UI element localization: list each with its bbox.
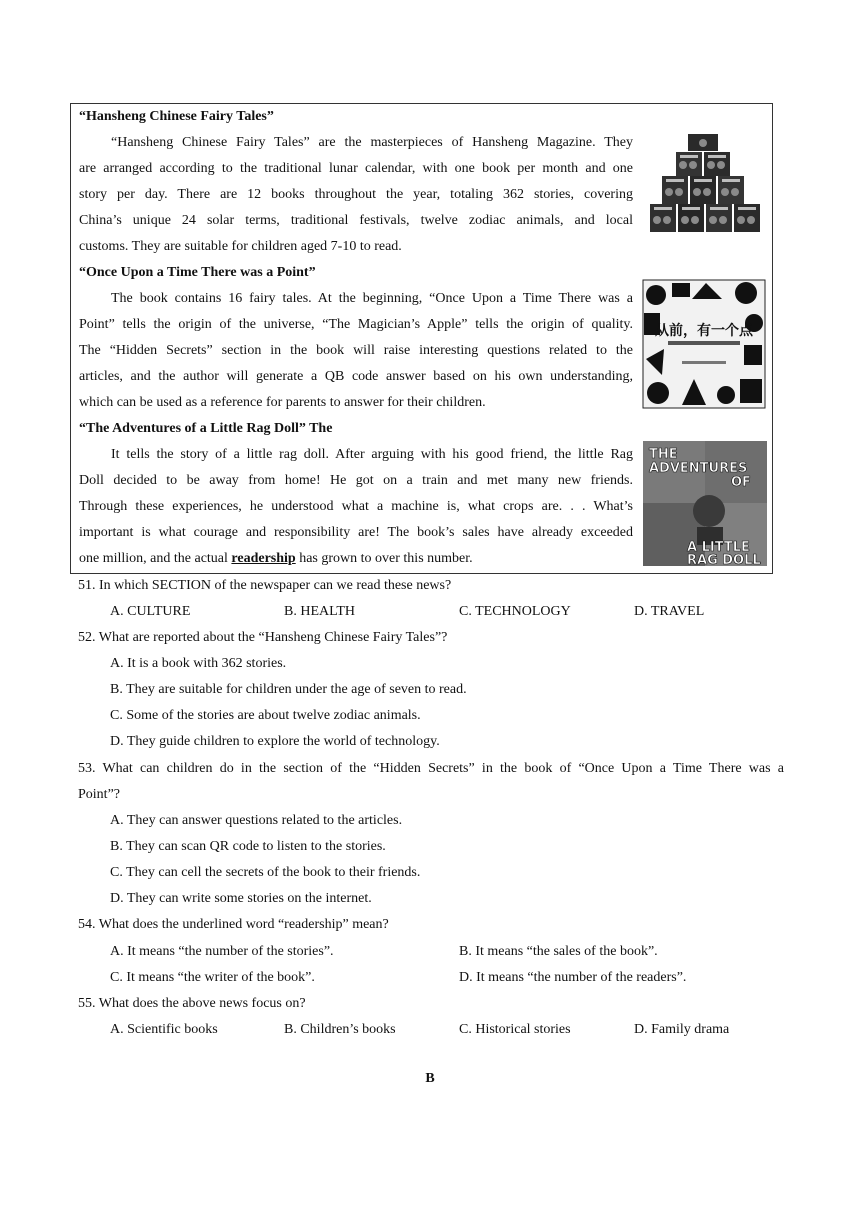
passage-line: It tells the story of a little rag doll. After arguing with his good friend, the little Rag — [111, 447, 633, 462]
answer-option: D. They guide children to explore the world of technology. — [110, 734, 440, 749]
cover-title-line: RAG DOLL — [687, 553, 761, 566]
passage-line: articles, and the author will generate a QB code answer based on his own understanding, — [79, 369, 633, 384]
cover-title: 从前，有一个点 — [655, 323, 753, 339]
answer-option: B. HEALTH — [284, 604, 356, 619]
article-title: “The Adventures of a Little Rag Doll” The — [79, 421, 333, 436]
answer-option: B. It means “the sales of the book”. — [459, 944, 658, 959]
point-book-cover-image — [642, 279, 766, 409]
passage-line: which can be used as a reference for parents to answer for their children. — [79, 395, 486, 410]
answer-option: B. They are suitable for children under the age of seven to read. — [110, 682, 467, 697]
question-stem: 51. In which SECTION of the newspaper can we read these news? — [78, 578, 452, 593]
answer-option: D. It means “the number of the readers”. — [459, 970, 687, 985]
passage-line: Point” tells the origin of the universe, “The Magician’s Apple” tells the origin of quality. — [79, 317, 633, 332]
passage-line: Doll decided to be away from home! He got on a train and met many new friends. — [79, 473, 633, 488]
question-stem-continued: Point”? — [78, 787, 120, 802]
section-heading: B — [425, 1071, 435, 1086]
answer-option: A. Scientific books — [110, 1022, 218, 1037]
passage-line: China’s unique 24 solar terms, traditional festivals, twelve zodiac animals, and local — [79, 213, 633, 228]
answer-option: D. They can write some stories on the internet. — [110, 891, 372, 906]
answer-option: C. They can cell the secrets of the book to their friends. — [110, 865, 421, 880]
reading-passage-box — [70, 103, 773, 574]
passage-text-run: has grown to over this number. — [295, 551, 473, 566]
passage-line: Through these experiences, he understood what a machine is, what crops are. . . What’s — [79, 499, 633, 514]
cover-title-line: THE — [649, 447, 678, 462]
question-stem: 52. What are reported about the “Hansheng Chinese Fairy Tales”? — [78, 630, 448, 645]
passage-text-run: one million, and the actual — [79, 551, 232, 566]
answer-option: D. TRAVEL — [634, 604, 705, 619]
answer-option: A. They can answer questions related to the articles. — [110, 813, 403, 828]
answer-option: C. Historical stories — [459, 1022, 571, 1037]
answer-option: B. Children’s books — [284, 1022, 396, 1037]
question-stem: 53. What can children do in the section of the “Hidden Secrets” in the book of “Once Upon a Time There was a — [78, 761, 784, 776]
cover-title-line: A LITTLE — [687, 540, 750, 555]
passage-line: are arranged according to the traditional lunar calendar, with one book per month and one — [79, 161, 633, 176]
answer-option: B. They can scan QR code to listen to the stories. — [110, 839, 386, 854]
answer-option: C. TECHNOLOGY — [459, 604, 571, 619]
answer-option: C. Some of the stories are about twelve zodiac animals. — [110, 708, 421, 723]
underlined-word: readership — [231, 551, 296, 566]
answer-option: A. It is a book with 362 stories. — [110, 656, 287, 671]
answer-option: A. It means “the number of the stories”. — [110, 944, 334, 959]
question-stem: 55. What does the above news focus on? — [78, 996, 306, 1011]
passage-line: important is what courage and responsibility are! The book’s sales have already exceeded — [79, 525, 633, 540]
stack-of-books-image — [647, 132, 763, 233]
cover-title-line: OF — [731, 475, 751, 490]
article-title: “Hansheng Chinese Fairy Tales” — [79, 109, 274, 124]
cover-title-line: ADVENTURES — [649, 461, 748, 476]
passage-line: The book contains 16 fairy tales. At the beginning, “Once Upon a Time There was a — [111, 291, 633, 306]
rag-doll-book-cover-image — [643, 441, 767, 566]
answer-option: D. Family drama — [634, 1022, 730, 1037]
passage-line-last — [79, 546, 633, 572]
answer-option: C. It means “the writer of the book”. — [110, 970, 315, 985]
article-title: “Once Upon a Time There was a Point” — [79, 265, 316, 280]
passage-text — [79, 104, 633, 572]
passage-line: customs. They are suitable for children aged 7-10 to read. — [79, 239, 402, 254]
question-stem: 54. What does the underlined word “readership” mean? — [78, 917, 389, 932]
answer-option: A. CULTURE — [110, 604, 191, 619]
passage-line: The “Hidden Secrets” section in the book will raise interesting questions related to the — [79, 343, 633, 358]
passage-line: “Hansheng Chinese Fairy Tales” are the masterpieces of Hansheng Magazine. They — [111, 135, 633, 150]
passage-line: story per day. There are 12 books throughout the year, totaling 362 stories, covering — [79, 187, 633, 202]
